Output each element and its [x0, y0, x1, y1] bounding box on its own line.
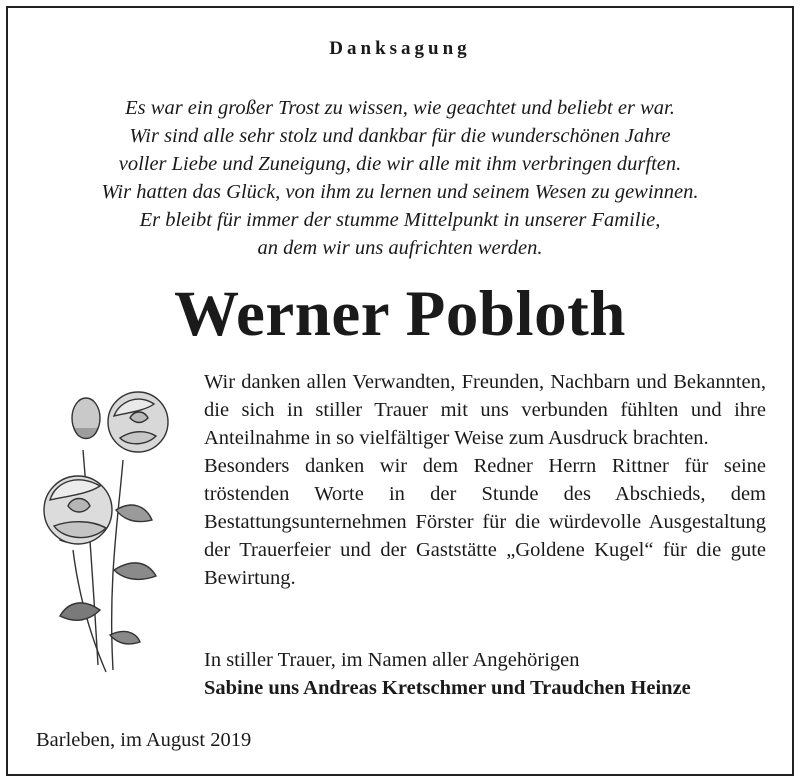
poem — [8, 94, 792, 262]
thanks-paragraph: Besonders danken wir dem Redner Herrn Rittner für seine tröstenden Worte in der Stunde des Abschieds, dem Bestattungsunternehmen Förster für die würdevolle Ausgestaltung der Trauerfeier und der Gaststätte „Goldene Kugel“ für die gute Bewirtung. — [204, 455, 766, 589]
poem-line: Es war ein großer Trost zu wissen, wie geachtet und beliebt er war. — [125, 97, 675, 119]
poem-line: an dem wir uns aufrichten werden. — [257, 237, 543, 259]
thanks-paragraph: Wir danken allen Verwandten, Freunden, Nachbarn und Bekannten, die sich in stiller Trauer mit uns verbunden fühlten und ihre Anteilnahme in so vielfältiger Weise zum Ausdruck brachten. — [204, 371, 766, 449]
thanks-text — [204, 368, 766, 592]
poem-line: voller Liebe und Zuneigung, die wir alle mit ihm verbringen durften. — [118, 153, 682, 175]
roses-illustration — [28, 380, 178, 680]
place-date: Barleben, im August 2019 — [36, 729, 252, 751]
poem-line: Er bleibt für immer der stumme Mittelpunkt in unserer Familie, — [139, 209, 661, 231]
poem-line: Wir sind alle sehr stolz und dankbar für die wunderschönen Jahre — [129, 125, 671, 147]
heading: Danksagung — [329, 38, 471, 59]
mourner-names: Sabine uns Andreas Kretschmer und Traudchen Heinze — [204, 677, 691, 699]
signoff-line: In stiller Trauer, im Namen aller Angehörigen — [204, 649, 580, 671]
signoff — [204, 646, 784, 702]
obituary-notice — [6, 6, 794, 776]
deceased-name: Werner Pobloth — [174, 278, 626, 350]
poem-line: Wir hatten das Glück, von ihm zu lernen und seinem Wesen zu gewinnen. — [101, 181, 699, 203]
